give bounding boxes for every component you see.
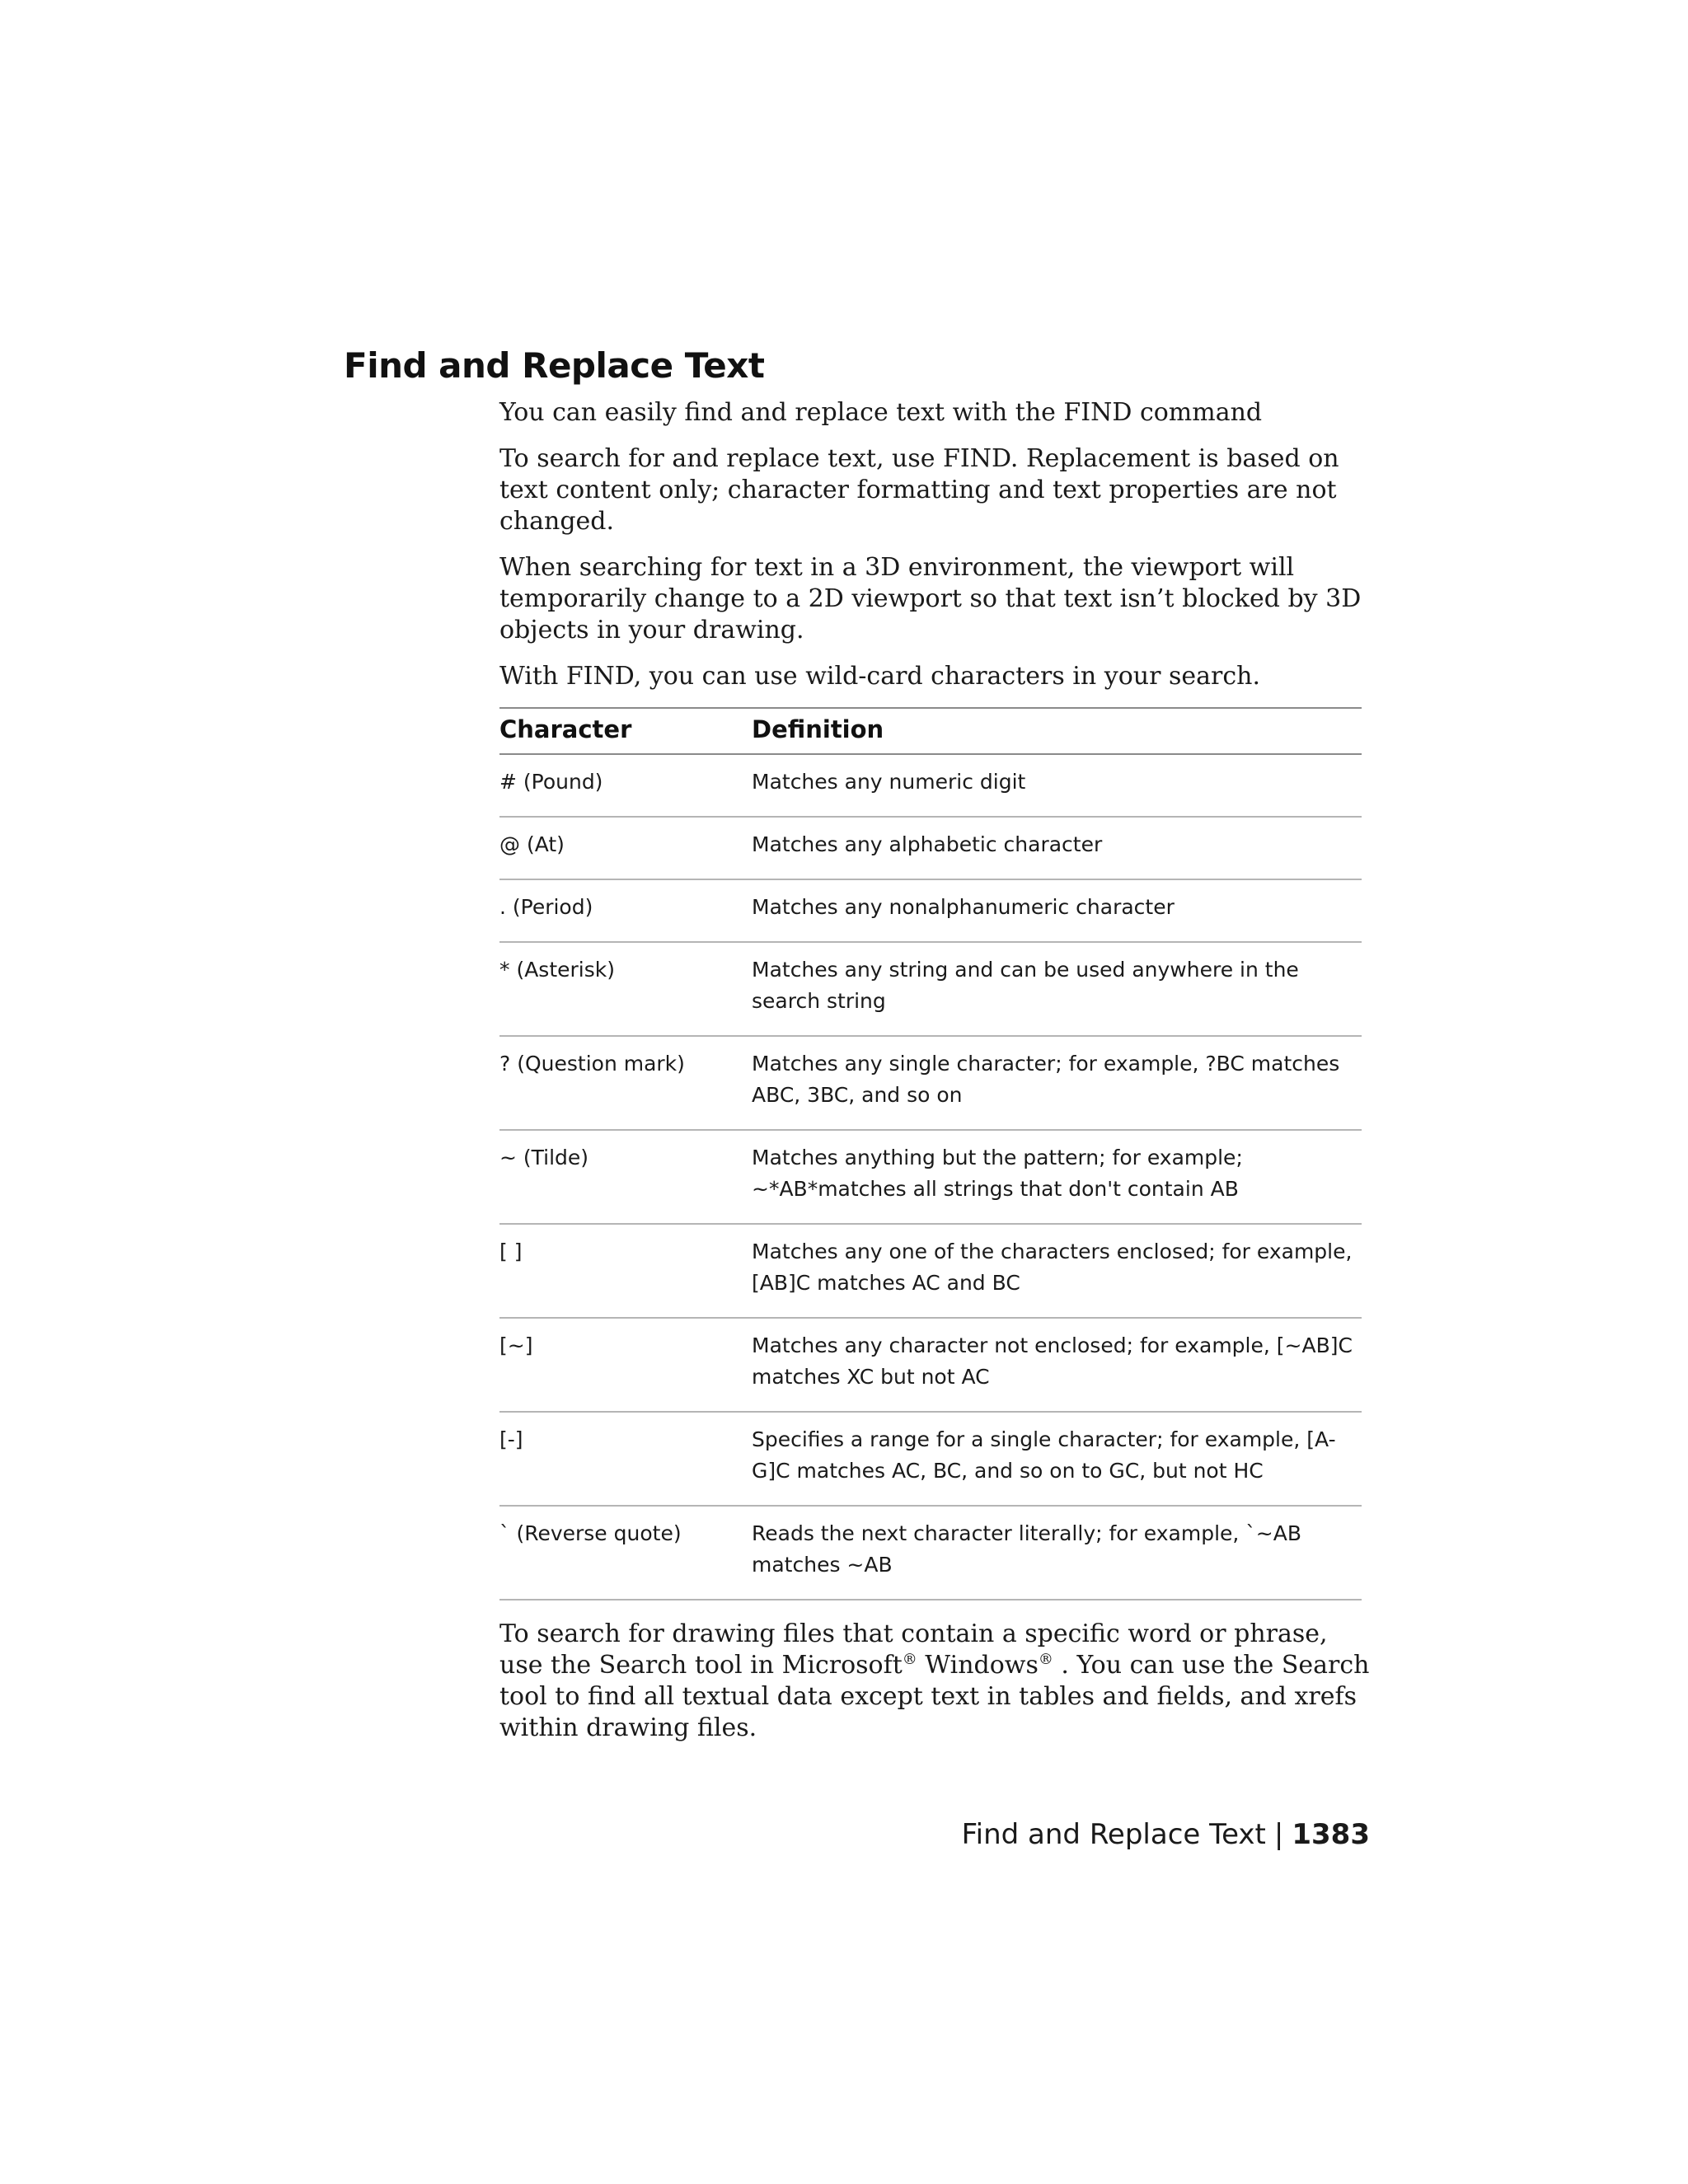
character-cell: * (Asterisk) (499, 942, 752, 1036)
table-row (499, 1506, 1362, 1600)
table-row (499, 1130, 1362, 1224)
definition-cell: Matches any string and can be used anywhere in the search string (752, 942, 1362, 1036)
character-cell: ` (Reverse quote) (499, 1506, 752, 1600)
registered-mark: ® (1038, 1651, 1053, 1668)
table-row (499, 1318, 1362, 1412)
closing-text-1: To search for drawing files that contain a specific word or phrase, use the Search tool in Microsoft (499, 1619, 1328, 1680)
table-row (499, 817, 1362, 879)
footer-title: Find and Replace Text (961, 1818, 1266, 1851)
main-content (499, 397, 1375, 1759)
closing-text-2: Windows (917, 1651, 1039, 1680)
closing-text-3: . You can use the Search tool to find all textual data except text in tables and fields, and xrefs within drawing files. (499, 1651, 1370, 1742)
definition-cell: Matches anything but the pattern; for example; ~*AB*matches all strings that don't contain AB (752, 1130, 1362, 1224)
replace-paragraph: To search for and replace text, use FIND. Replacement is based on text content only; character formatting and text properties are not changed. (499, 444, 1339, 536)
character-cell: ~ (Tilde) (499, 1130, 752, 1224)
character-cell: # (Pound) (499, 754, 752, 817)
definition-cell: Matches any numeric digit (752, 754, 1362, 817)
page-heading: Find and Replace Text (344, 345, 765, 386)
character-cell: [-] (499, 1412, 752, 1506)
character-cell: . (Period) (499, 879, 752, 942)
table-row (499, 1224, 1362, 1318)
character-cell: ? (Question mark) (499, 1036, 752, 1130)
intro-paragraph: You can easily find and replace text with the FIND command (499, 398, 1263, 427)
definition-cell: Matches any alphabetic character (752, 817, 1362, 879)
3d-paragraph: When searching for text in a 3D environment, the viewport will temporarily change to a 2D viewport so that text isn’t blocked by 3D objects in your drawing. (499, 553, 1362, 644)
character-cell: @ (At) (499, 817, 752, 879)
definition-cell: Reads the next character literally; for example, `~AB matches ~AB (752, 1506, 1362, 1600)
header-character: Character (499, 708, 752, 754)
definition-cell: Matches any nonalphanumeric character (752, 879, 1362, 942)
table-row (499, 942, 1362, 1036)
definition-cell: Matches any single character; for example, ?BC matches ABC, 3BC, and so on (752, 1036, 1362, 1130)
page-footer (962, 1816, 1370, 1853)
page-number: 1383 (1292, 1818, 1370, 1851)
closing-paragraph (499, 1619, 1375, 1744)
header-definition: Definition (752, 708, 1362, 754)
table-row (499, 1412, 1362, 1506)
character-cell: [ ] (499, 1224, 752, 1318)
table-row (499, 754, 1362, 817)
definition-cell: Specifies a range for a single character; for example, [A-G]C matches AC, BC, and so on to GC, but not HC (752, 1412, 1362, 1506)
definition-cell: Matches any one of the characters enclosed; for example, [AB]C matches AC and BC (752, 1224, 1362, 1318)
character-cell: [~] (499, 1318, 752, 1412)
wildcard-paragraph: With FIND, you can use wild-card characters in your search. (499, 662, 1260, 691)
table-header-row (499, 708, 1362, 754)
table-row (499, 879, 1362, 942)
footer-separator: | (1273, 1818, 1284, 1851)
table-row (499, 1036, 1362, 1130)
registered-mark: ® (902, 1651, 917, 1668)
wildcard-table (499, 707, 1362, 1601)
definition-cell: Matches any character not enclosed; for example, [~AB]C matches XC but not AC (752, 1318, 1362, 1412)
